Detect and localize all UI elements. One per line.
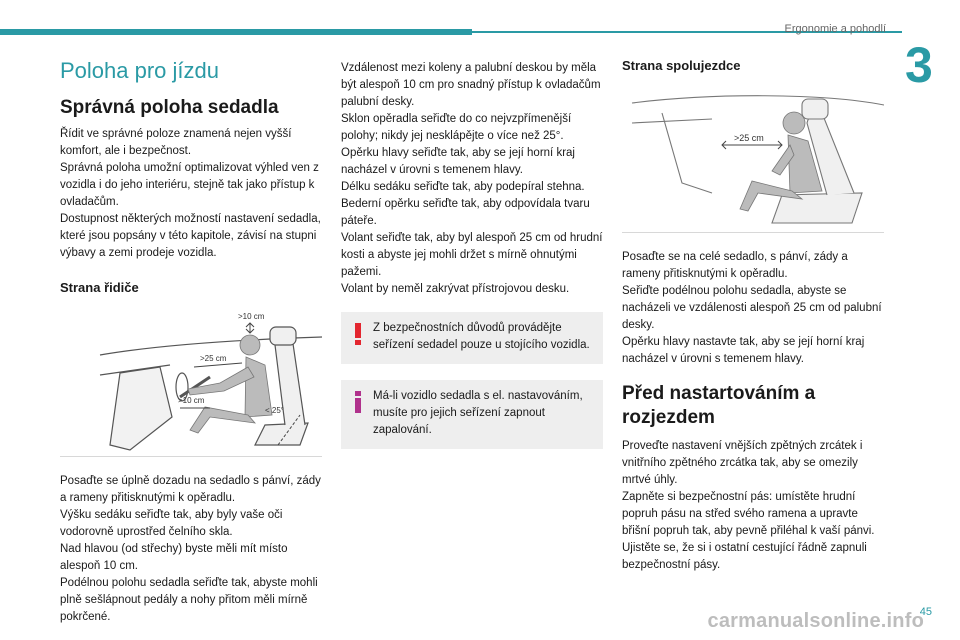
column-1 [60, 55, 322, 626]
column-3 [622, 58, 884, 574]
warning-icon [351, 322, 365, 346]
backrest-angle-label: < 25° [265, 405, 284, 415]
driver-side-title: Strana řidiče [60, 279, 139, 295]
header-section-title: Ergonomie a pohodlí [784, 23, 886, 35]
before-start-paragraph: Proveďte nastavení vnějších zpětných zrcátek i vnitřního zpětného zrcátka tak, aby se omezily mrtvé úhly. Zapněte si bezpečnostní pás: umístěte hrudní popruh pásu na střed svého ramena a upravte břišní popruh tak, aby pevně přiléhal k vaší pánvi. Ujistěte se, že si i ostatní cestující řádně zapnuli bezpečnostní pásy. [622, 439, 875, 571]
passenger-seat-drawing [622, 83, 884, 233]
info-box [341, 380, 603, 449]
section-title: Poloha pro jízdu [60, 58, 219, 83]
driver-instructions: Posaďte se úplně dozadu na sedadlo s pánví, zády a rameny přitisknutými k opěradlu. Výšku sedáku seřiďte tak, aby byly vaše oči vodorovně uprostřed čelního skla. Nad hlavou (od střechy) byste měli mít místo alespoň 10 cm. Podélnou polohu sedadla seřiďte tak, abyste mohli plně sešlápnout pedály a nohy přitom měli mírně pokrčené. [60, 474, 321, 623]
driver-seat-drawing [60, 305, 322, 457]
seat-adjust-paragraph: Vzdálenost mezi koleny a palubní deskou by měla být alespoň 10 cm pro snadný přístup k ovladačům palubní desky. Sklon opěradla seřiďte do co nejvzpřímenější polohy; nikdy jej nesklápějte o více než 25°. Opěrku hlavy seřiďte tak, aby se její horní kraj nacházel v úrovni s temenem hlavy. Délku sedáku seřiďte tak, aby podepíral stehna. Bederní opěrku seřiďte tak, aby odpovídala tvaru páteře. Volant seřiďte tak, aby byl alespoň 25 cm od hrudní kosti a abyste jej mohli držet s mírně ohnutými pažemi. Volant by neměl zakrývat přístrojovou desku. [341, 62, 603, 296]
passenger-instructions: Posaďte se na celé sedadlo, s pánví, zády a rameny přitisknutými k opěradlu. Seřiďte podélnou polohu sedadla, abyste se nacházeli ve vzdálenosti alespoň 25 cm od palubní desky. Opěrku hlavy nastavte tak, aby se její horní kraj nacházel v úrovni s temenem hlavy. [622, 251, 882, 366]
column-2 [341, 60, 603, 449]
wheel-distance-label: >25 cm [200, 353, 227, 363]
info-text: Má-li vozidlo sedadla s el. nastavováním, musíte pro jejich seřízení zapnout zapalování. [373, 390, 583, 437]
info-icon [351, 390, 365, 414]
before-start-heading: Před nastartováním a rozjezdem [622, 383, 816, 428]
driver-seat-illustration [60, 305, 322, 457]
watermark: carmanualsonline.info [707, 610, 924, 632]
heading-seat-position: Správná poloha sedadla [60, 97, 279, 118]
knee-clearance-label: >10 cm [178, 395, 205, 405]
chapter-number: 3 [905, 37, 933, 93]
head-clearance-label: >10 cm [238, 311, 265, 321]
passenger-side-title: Strana spolujezdce [622, 58, 741, 73]
intro-paragraph: Řídit ve správné poloze znamená nejen vyšší komfort, ale i bezpečnost. Správná poloha umožní optimalizovat výhled ven z vozidla i do jeho interiéru, stejně tak jako přístup k ovladačům. Dostupnost některých možností nastavení sedadla, které jsou popsány v této kapitole, závisí na stupni výbavy a zemi prodeje vozidla. [60, 127, 321, 259]
warning-box [341, 312, 603, 364]
header-accent-bar [0, 29, 472, 35]
page-number: 45 [919, 606, 932, 618]
warning-text: Z bezpečnostních důvodů provádějte seřízení sedadel pouze u stojícího vozidla. [373, 322, 590, 352]
passenger-seat-illustration [622, 83, 884, 233]
passenger-distance-label: >25 cm [734, 133, 764, 143]
